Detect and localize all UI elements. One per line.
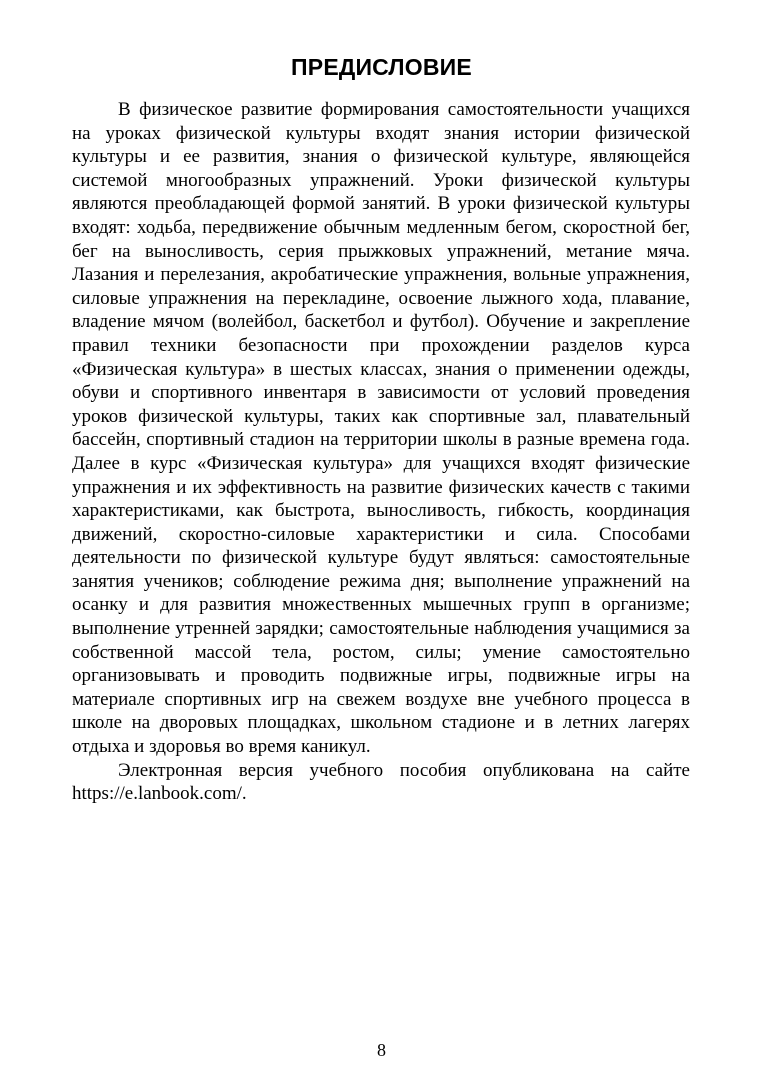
paragraph-electronic-version: Электронная версия учебного пособия опубликована на сайте https://e.lanbook.com/. [72, 759, 690, 805]
page-title: ПРЕДИСЛОВИЕ [291, 54, 472, 80]
page-number: 8 [377, 1040, 386, 1060]
paragraph-main: В физическое развитие формирования самостоятельности учащихся на уроках физической культуры входят знания истории физической культуры и ее развития, знания о физической культуре, являющейся системой многообразных упражнений. Уроки физической культуры являются преобладающей формой занятий. В уроки физической культуры входят: ходьба, передвижение обычным медленным бегом, скоростной бег, бег на выносливость, серия прыжковых упражнений, метание мяча. Лазания и перелезания, акробатические упражнения, вольные упражнения, силовые упражнения на перекладине, освоение лыжного хода, плавание, владение мячом (волейбол, баскетбол и футбол). Обучение и закрепление правил техники безопасности при прохождении разделов курса «Физическая культура» в шестых классах, знания о применении одежды, обуви и спортивного инвентаря в зависимости от условий проведения уроков физической культуры, таких как спортивные зал, плавательный бассейн, спортивный стадион на территории школы в разные времена года. Далее в курс «Физическая культура» для учащихся входят физические упражнения и их эффективность на развитие физических качеств с такими характеристиками, как быстрота, выносливость, гибкость, координация движений, скоростно-силовые характеристики и сила. Способами деятельности по физической культуре будут являться: самостоятельные занятия учеников; соблюдение режима дня; выполнение упражнений на осанку и для развития множественных мышечных групп в организме; выполнение утренней зарядки; самостоятельные наблюдения учащимися за собственной массой тела, ростом, силы; умение самостоятельно организовывать и проводить подвижные игры, подвижные игры на материале спортивных игр на свежем воздухе вне учебного процесса в школе на дворовых площадках, школьном стадионе и в летних лагерях отдыха и здоровья во время каникул. [72, 99, 690, 758]
preface-body [72, 98, 690, 806]
